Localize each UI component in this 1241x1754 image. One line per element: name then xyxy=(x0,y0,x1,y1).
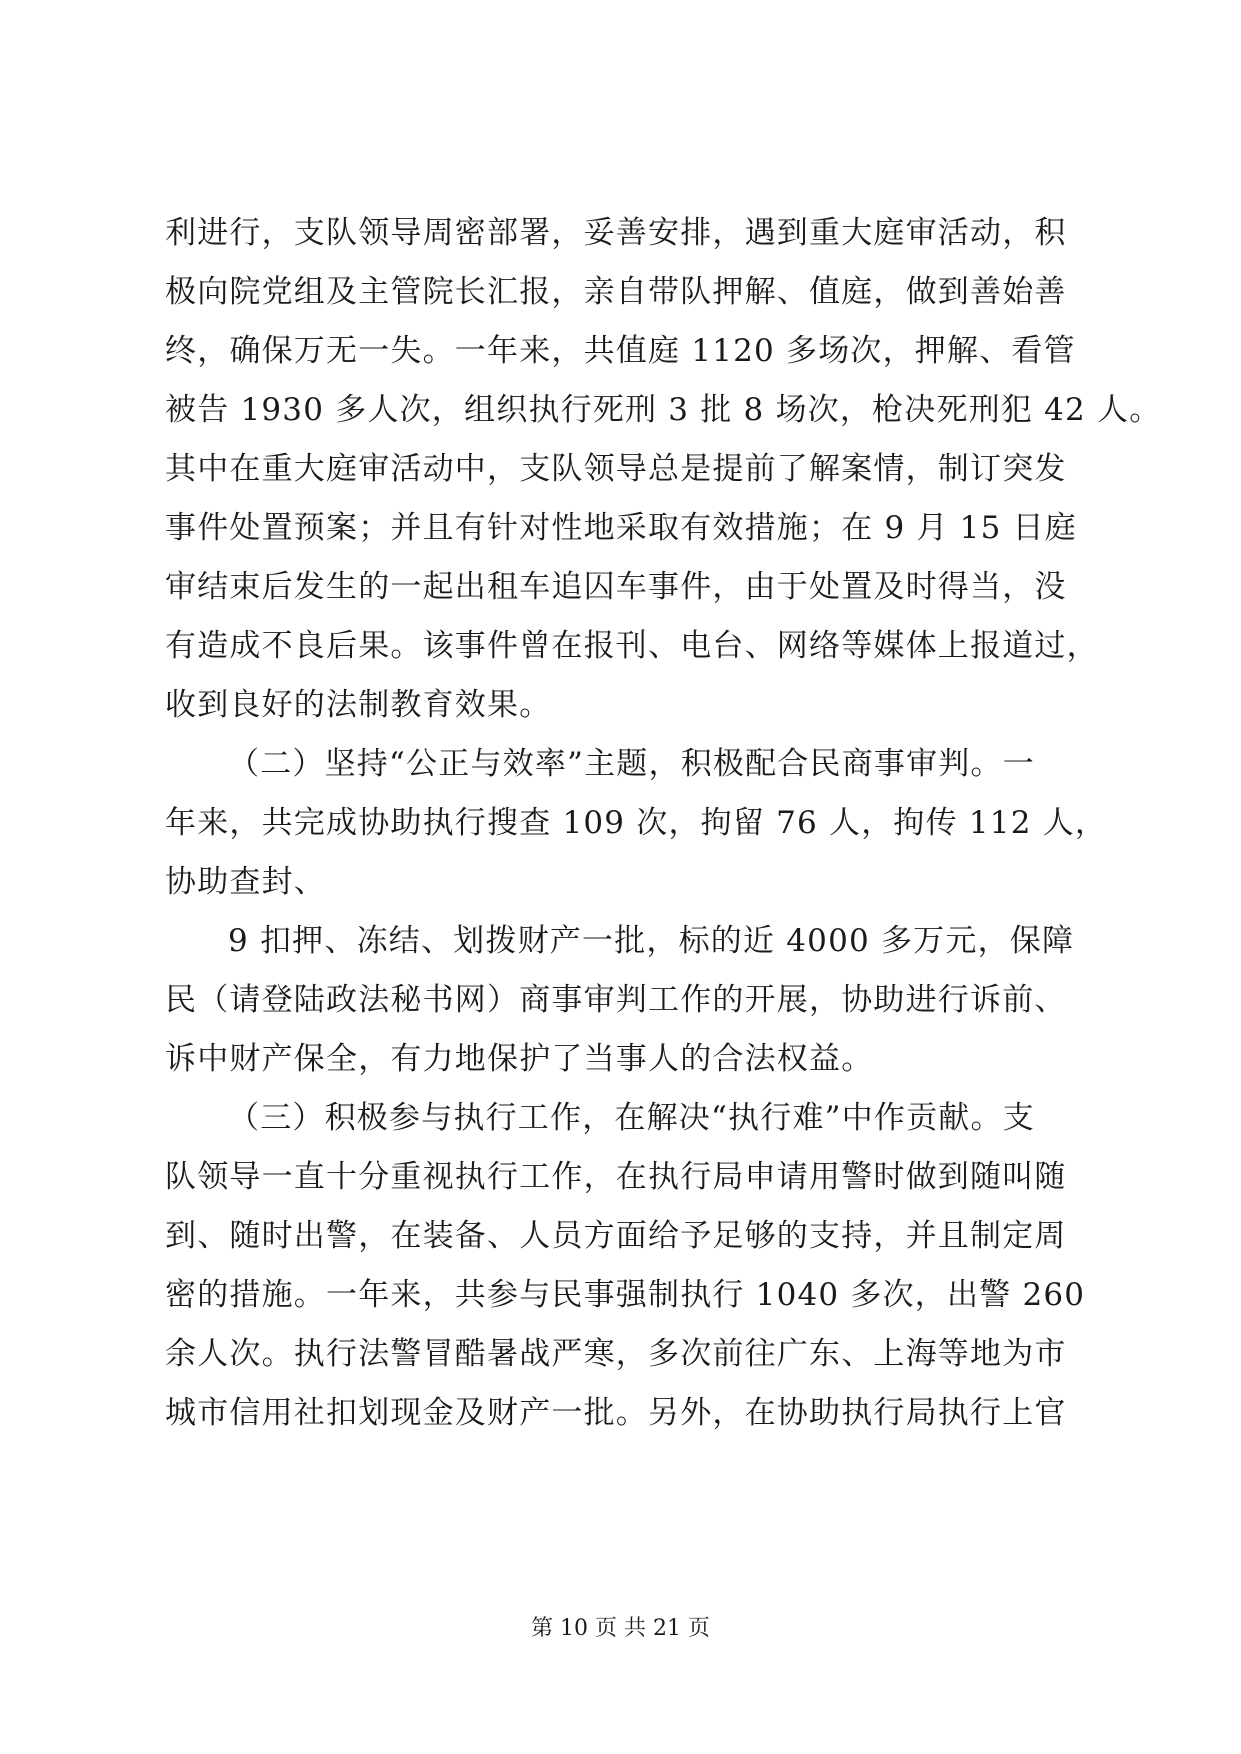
body-line: 协助查封、 xyxy=(165,864,326,900)
body-line: 民（请登陆政法秘书网）商事审判工作的开展，协助进行诉前、 xyxy=(165,982,1067,1018)
body-line: 有造成不良后果。该事件曾在报刊、电台、网络等媒体上报道过， xyxy=(165,628,1099,664)
body-line: 队领导一直十分重视执行工作，在执行局申请用警时做到随叫随 xyxy=(165,1159,1067,1195)
body-line: 密的措施。一年来，共参与民事强制执行 1040 多次，出警 260 xyxy=(165,1277,1086,1313)
body-line: 收到良好的法制教育效果。 xyxy=(165,687,552,723)
body-line: 事件处置预案；并且有针对性地采取有效措施；在 9 月 15 日庭 xyxy=(165,510,1077,546)
body-line: 审结束后发生的一起出租车追囚车事件，由于处置及时得当，没 xyxy=(165,569,1067,605)
body-line: 极向院党组及主管院长汇报，亲自带队押解、值庭，做到善始善 xyxy=(165,274,1067,310)
body-line: 余人次。执行法警冒酷暑战严寒，多次前往广东、上海等地为市 xyxy=(165,1336,1067,1372)
body-line: 9 扣押、冻结、划拨财产一批，标的近 4000 多万元，保障 xyxy=(228,923,1075,959)
paragraph-heading-3: （三）积极参与执行工作，在解决“执行难”中作贡献。支 xyxy=(228,1100,1035,1136)
body-line: 城市信用社扣划现金及财产一批。另外，在协助执行局执行上官 xyxy=(165,1395,1067,1431)
page-number-footer: 第 10 页 共 21 页 xyxy=(531,1616,710,1641)
body-line: 其中在重大庭审活动中，支队领导总是提前了解案情，制订突发 xyxy=(165,451,1067,487)
body-line: 年来，共完成协助执行搜查 109 次，拘留 76 人，拘传 112 人， xyxy=(165,805,1108,841)
body-line: 被告 1930 多人次，组织执行死刑 3 批 8 场次，枪决死刑犯 42 人。 xyxy=(165,392,1162,428)
body-line: 终，确保万无一失。一年来，共值庭 1120 多场次，押解、看管 xyxy=(165,333,1076,369)
body-line: 诉中财产保全，有力地保护了当事人的合法权益。 xyxy=(165,1041,874,1077)
body-line: 利进行，支队领导周密部署，妥善安排，遇到重大庭审活动，积 xyxy=(165,215,1067,251)
body-line: 到、随时出警，在装备、人员方面给予足够的支持，并且制定周 xyxy=(165,1218,1067,1254)
paragraph-heading-2: （二）坚持“公正与效率”主题，积极配合民商事审判。一 xyxy=(228,746,1035,782)
